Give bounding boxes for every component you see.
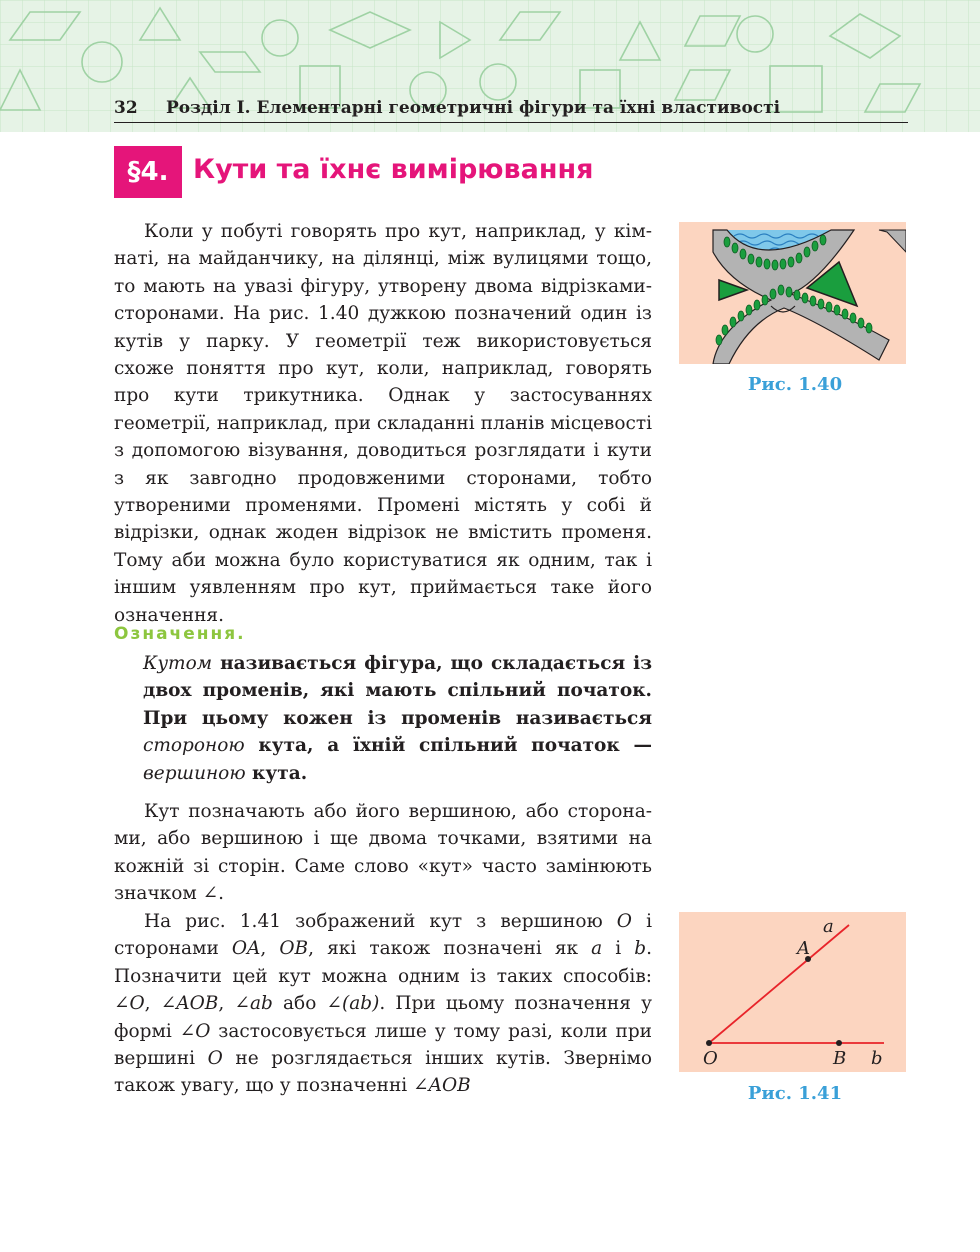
figure-1-41: [679, 912, 906, 1072]
figure-1-40: [679, 222, 906, 364]
park-paths-icon: [679, 222, 906, 364]
term-angle: Кутом: [143, 653, 213, 674]
running-head: [114, 96, 908, 123]
vertex-o-point: [706, 1040, 712, 1046]
paragraph-intro: Коли у побуті говорять про кут, наприклад, у кімнаті, на майданчику, на ділянці, між вулицями тощо, то мають на увазі фігуру, утворену двома відрізками-сторонами. На рис. 1.40 дужкою позначений один із кутів у парку. У геометрії теж використовується схоже поняття про кут, коли, наприклад, говорять про кути трикутника. Однак у застосуваннях геометрії, наприклад, при складанні планів місцевості з допомогою візування, доводиться розглядати і кути з як завгодно продовженими сторонами, тобто утвореними променями. Промені містять у собі й відрізки, однак жоден відрізок не вмістить променя. Тому аби можна було користуватися як одним, так і іншим уявленням про кут, приймається таке його означення.: [114, 221, 652, 626]
definition-label: Означення.: [114, 624, 246, 644]
paragraph-figure-141: На рис. 1.41 зображений кут з вершиною O і сторонами OA, OB, які також позначені як a і b. Позначити цей кут можна одним із таких способів: ∠O, ∠AOB, ∠ab або ∠(ab). При цьому позначення у формі ∠O застосовується лише у тому разі, коли при вершині O не розглядається інших кутів. Звернімо також увагу, що у позначенні ∠AOB: [114, 911, 653, 1097]
term-side: стороною: [143, 735, 245, 757]
section-number-badge: §4.: [114, 146, 182, 198]
angle-aob-icon: [679, 912, 906, 1072]
figure-1-41-caption: Рис. 1.41: [747, 1083, 843, 1104]
term-vertex: вершиною: [143, 762, 246, 784]
label-ray-a: a: [823, 916, 834, 937]
paragraph-notation: Кут позначають або його вершиною, або сторонами, або вершиною і ще двома точками, взятими на кожній зі сторін. Саме слово «кут» часто замінюють значком ∠.: [114, 801, 652, 905]
definition-text: Кутом називається фігура, що складається із двох променів, які мають спільний початок. При цьому кожен із променів називається стороною кута, а їхній спільний початок — вершиною кута.: [143, 653, 652, 784]
chapter-title: Розділ I. Елементарні геометричні фігури та їхні властивості: [166, 98, 781, 118]
section-title: Кути та їхнє вимірювання: [193, 154, 594, 185]
label-point-a: A: [797, 938, 810, 959]
label-point-b: B: [833, 1048, 847, 1069]
label-vertex-o: O: [703, 1048, 718, 1069]
label-ray-b: b: [871, 1048, 883, 1069]
page-number: 32: [114, 98, 138, 118]
point-b: [836, 1040, 842, 1046]
figure-1-40-caption: Рис. 1.40: [747, 374, 843, 395]
